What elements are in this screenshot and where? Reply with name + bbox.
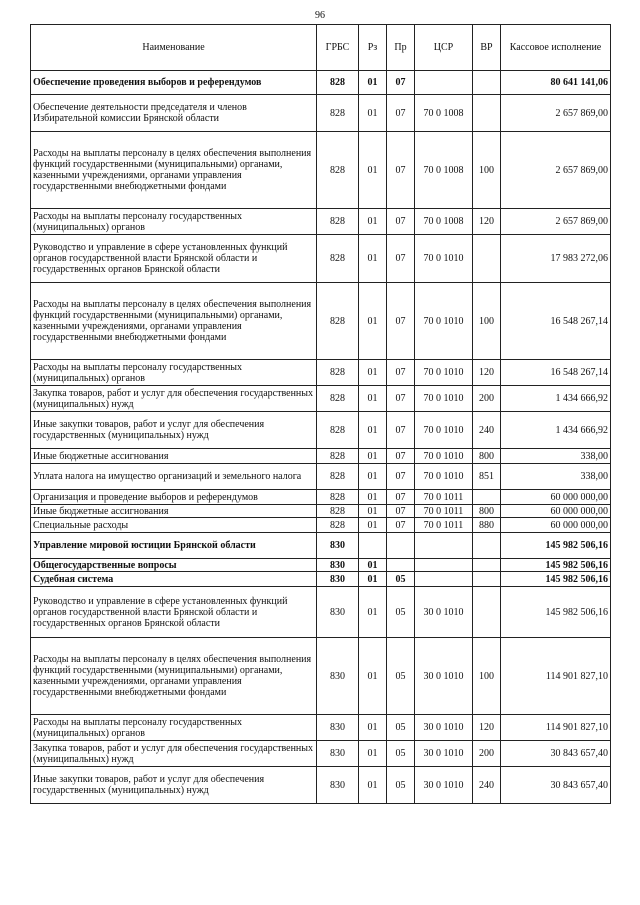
cell-vr: 240: [473, 767, 501, 804]
cell-vr: [473, 71, 501, 95]
cell-pr: 05: [387, 572, 415, 587]
cell-vr: 120: [473, 715, 501, 741]
cell-csr: 70 0 1008: [415, 132, 473, 209]
table-row: [31, 209, 611, 235]
cell-name: Иные бюджетные ассигнования: [31, 449, 317, 464]
cell-pr: 07: [387, 209, 415, 235]
table-row: [31, 572, 611, 587]
table-row: [31, 412, 611, 449]
cell-amount: 1 434 666,92: [501, 412, 611, 449]
cell-csr: 70 0 1011: [415, 518, 473, 533]
table-row: [31, 741, 611, 767]
cell-rz: 01: [359, 283, 387, 360]
cell-name: Расходы на выплаты персоналу государственных (муниципальных) органов: [31, 360, 317, 386]
budget-execution-table: [30, 24, 611, 804]
cell-rz: 01: [359, 464, 387, 490]
cell-grbs: 828: [317, 505, 359, 518]
cell-rz: 01: [359, 71, 387, 95]
cell-pr: 05: [387, 767, 415, 804]
cell-grbs: 830: [317, 741, 359, 767]
cell-amount: 338,00: [501, 449, 611, 464]
cell-rz: 01: [359, 209, 387, 235]
cell-rz: 01: [359, 132, 387, 209]
cell-csr: 30 0 1010: [415, 741, 473, 767]
cell-csr: 70 0 1011: [415, 505, 473, 518]
table-row: [31, 464, 611, 490]
cell-amount: 30 843 657,40: [501, 767, 611, 804]
column-header-vr: ВР: [473, 25, 501, 71]
cell-rz: 01: [359, 386, 387, 412]
cell-pr: 07: [387, 464, 415, 490]
cell-vr: 100: [473, 638, 501, 715]
cell-csr: 70 0 1010: [415, 464, 473, 490]
cell-amount: 60 000 000,00: [501, 518, 611, 533]
table-row: [31, 360, 611, 386]
cell-pr: 07: [387, 71, 415, 95]
table-row: [31, 587, 611, 638]
cell-pr: 07: [387, 449, 415, 464]
cell-name: Организация и проведение выборов и референдумов: [31, 490, 317, 505]
cell-csr: [415, 71, 473, 95]
table-row: [31, 490, 611, 505]
cell-amount: 60 000 000,00: [501, 490, 611, 505]
cell-pr: 07: [387, 95, 415, 132]
cell-vr: 120: [473, 360, 501, 386]
cell-vr: [473, 587, 501, 638]
cell-rz: 01: [359, 715, 387, 741]
table-row: [31, 71, 611, 95]
cell-name: Общегосударственные вопросы: [31, 559, 317, 572]
cell-vr: [473, 235, 501, 283]
cell-grbs: 830: [317, 587, 359, 638]
cell-rz: [359, 533, 387, 559]
cell-rz: 01: [359, 360, 387, 386]
cell-amount: 2 657 869,00: [501, 95, 611, 132]
cell-amount: 145 982 506,16: [501, 572, 611, 587]
cell-name: Расходы на выплаты персоналу в целях обеспечения выполнения функций государственными (муниципальными) органами, казенными учреждениями, органами управления государственными внебюджетными фондами: [31, 283, 317, 360]
cell-rz: 01: [359, 638, 387, 715]
cell-name: Закупка товаров, работ и услуг для обеспечения государственных (муниципальных) нужд: [31, 386, 317, 412]
cell-amount: 1 434 666,92: [501, 386, 611, 412]
cell-grbs: 830: [317, 559, 359, 572]
cell-vr: 851: [473, 464, 501, 490]
cell-csr: [415, 572, 473, 587]
cell-amount: 145 982 506,16: [501, 533, 611, 559]
cell-name: Иные бюджетные ассигнования: [31, 505, 317, 518]
cell-grbs: 830: [317, 572, 359, 587]
table-row: [31, 533, 611, 559]
cell-name: Уплата налога на имущество организаций и земельного налога: [31, 464, 317, 490]
cell-name: Управление мировой юстиции Брянской области: [31, 533, 317, 559]
table-row: [31, 518, 611, 533]
cell-name: Руководство и управление в сфере установленных функций органов государственной власти Брянской области и государственных органов Брянской области: [31, 235, 317, 283]
cell-name: Расходы на выплаты персоналу в целях обеспечения выполнения функций государственными (муниципальными) органами, казенными учреждениями, органами управления государственными внебюджетными фондами: [31, 132, 317, 209]
cell-vr: 200: [473, 741, 501, 767]
cell-grbs: 828: [317, 386, 359, 412]
cell-pr: 05: [387, 638, 415, 715]
column-header-rz: Рз: [359, 25, 387, 71]
cell-rz: 01: [359, 572, 387, 587]
cell-vr: [473, 572, 501, 587]
cell-name: Расходы на выплаты персоналу государственных (муниципальных) органов: [31, 715, 317, 741]
cell-pr: [387, 559, 415, 572]
cell-pr: 07: [387, 235, 415, 283]
cell-grbs: 828: [317, 132, 359, 209]
cell-csr: 70 0 1011: [415, 490, 473, 505]
cell-grbs: 830: [317, 638, 359, 715]
cell-name: Руководство и управление в сфере установленных функций органов государственной власти Брянской области и государственных органов Брянской области: [31, 587, 317, 638]
cell-grbs: 828: [317, 360, 359, 386]
cell-amount: 80 641 141,06: [501, 71, 611, 95]
cell-name: Закупка товаров, работ и услуг для обеспечения государственных (муниципальных) нужд: [31, 741, 317, 767]
cell-csr: 70 0 1008: [415, 209, 473, 235]
table-row: [31, 132, 611, 209]
table-row: [31, 505, 611, 518]
cell-amount: 30 843 657,40: [501, 741, 611, 767]
cell-csr: 70 0 1008: [415, 95, 473, 132]
column-header-csr: ЦСР: [415, 25, 473, 71]
cell-pr: 07: [387, 132, 415, 209]
cell-rz: 01: [359, 741, 387, 767]
cell-name: Обеспечение деятельности председателя и членов Избирательной комиссии Брянской области: [31, 95, 317, 132]
cell-rz: 01: [359, 505, 387, 518]
cell-pr: 07: [387, 490, 415, 505]
cell-amount: 338,00: [501, 464, 611, 490]
cell-grbs: 828: [317, 235, 359, 283]
column-header-amount: Кассовое исполнение: [501, 25, 611, 71]
cell-grbs: 828: [317, 412, 359, 449]
cell-pr: 07: [387, 386, 415, 412]
table-header-row: [31, 25, 611, 71]
cell-grbs: 828: [317, 518, 359, 533]
cell-name: Расходы на выплаты персоналу государственных (муниципальных) органов: [31, 209, 317, 235]
cell-vr: 880: [473, 518, 501, 533]
table-row: [31, 283, 611, 360]
table-row: [31, 235, 611, 283]
cell-vr: [473, 533, 501, 559]
page-number: 96: [315, 10, 325, 21]
cell-csr: 30 0 1010: [415, 638, 473, 715]
cell-rz: 01: [359, 412, 387, 449]
cell-grbs: 830: [317, 715, 359, 741]
cell-amount: 60 000 000,00: [501, 505, 611, 518]
cell-rz: 01: [359, 518, 387, 533]
cell-grbs: 830: [317, 533, 359, 559]
cell-amount: 114 901 827,10: [501, 715, 611, 741]
cell-vr: [473, 490, 501, 505]
cell-amount: 114 901 827,10: [501, 638, 611, 715]
cell-vr: 800: [473, 449, 501, 464]
cell-pr: 07: [387, 518, 415, 533]
cell-pr: 07: [387, 283, 415, 360]
cell-csr: 70 0 1010: [415, 360, 473, 386]
table-row: [31, 767, 611, 804]
cell-grbs: 828: [317, 209, 359, 235]
cell-name: Иные закупки товаров, работ и услуг для обеспечения государственных (муниципальных) нужд: [31, 412, 317, 449]
cell-rz: 01: [359, 449, 387, 464]
cell-vr: 120: [473, 209, 501, 235]
cell-grbs: 828: [317, 464, 359, 490]
cell-grbs: 828: [317, 449, 359, 464]
cell-vr: 240: [473, 412, 501, 449]
cell-rz: 01: [359, 235, 387, 283]
cell-amount: 2 657 869,00: [501, 209, 611, 235]
table-row: [31, 386, 611, 412]
table-row: [31, 95, 611, 132]
cell-pr: 07: [387, 505, 415, 518]
cell-csr: 70 0 1010: [415, 449, 473, 464]
cell-amount: 2 657 869,00: [501, 132, 611, 209]
table-row: [31, 638, 611, 715]
cell-name: Иные закупки товаров, работ и услуг для обеспечения государственных (муниципальных) нужд: [31, 767, 317, 804]
cell-csr: 70 0 1010: [415, 235, 473, 283]
cell-amount: 16 548 267,14: [501, 283, 611, 360]
column-header-name: Наименование: [31, 25, 317, 71]
cell-amount: 17 983 272,06: [501, 235, 611, 283]
cell-csr: 30 0 1010: [415, 767, 473, 804]
cell-grbs: 830: [317, 767, 359, 804]
cell-amount: 145 982 506,16: [501, 559, 611, 572]
cell-rz: 01: [359, 587, 387, 638]
cell-vr: [473, 559, 501, 572]
cell-name: Специальные расходы: [31, 518, 317, 533]
cell-grbs: 828: [317, 95, 359, 132]
cell-csr: 30 0 1010: [415, 587, 473, 638]
cell-rz: 01: [359, 490, 387, 505]
cell-grbs: 828: [317, 490, 359, 505]
table-row: [31, 449, 611, 464]
cell-csr: [415, 533, 473, 559]
cell-csr: [415, 559, 473, 572]
cell-rz: 01: [359, 95, 387, 132]
cell-vr: [473, 95, 501, 132]
cell-pr: 05: [387, 715, 415, 741]
cell-vr: 100: [473, 283, 501, 360]
cell-rz: 01: [359, 767, 387, 804]
cell-pr: 07: [387, 412, 415, 449]
cell-grbs: 828: [317, 283, 359, 360]
column-header-grbs: ГРБС: [317, 25, 359, 71]
cell-pr: 05: [387, 741, 415, 767]
cell-name: Судебная система: [31, 572, 317, 587]
cell-amount: 16 548 267,14: [501, 360, 611, 386]
cell-pr: 07: [387, 360, 415, 386]
cell-rz: 01: [359, 559, 387, 572]
cell-name: Расходы на выплаты персоналу в целях обеспечения выполнения функций государственными (муниципальными) органами, казенными учреждениями, органами управления государственными внебюджетными фондами: [31, 638, 317, 715]
cell-vr: 800: [473, 505, 501, 518]
table-row: [31, 559, 611, 572]
column-header-pr: Пр: [387, 25, 415, 71]
cell-amount: 145 982 506,16: [501, 587, 611, 638]
cell-pr: [387, 533, 415, 559]
cell-csr: 30 0 1010: [415, 715, 473, 741]
cell-grbs: 828: [317, 71, 359, 95]
cell-vr: 200: [473, 386, 501, 412]
table-row: [31, 715, 611, 741]
cell-pr: 05: [387, 587, 415, 638]
cell-name: Обеспечение проведения выборов и референдумов: [31, 71, 317, 95]
cell-vr: 100: [473, 132, 501, 209]
cell-csr: 70 0 1010: [415, 386, 473, 412]
cell-csr: 70 0 1010: [415, 412, 473, 449]
cell-csr: 70 0 1010: [415, 283, 473, 360]
